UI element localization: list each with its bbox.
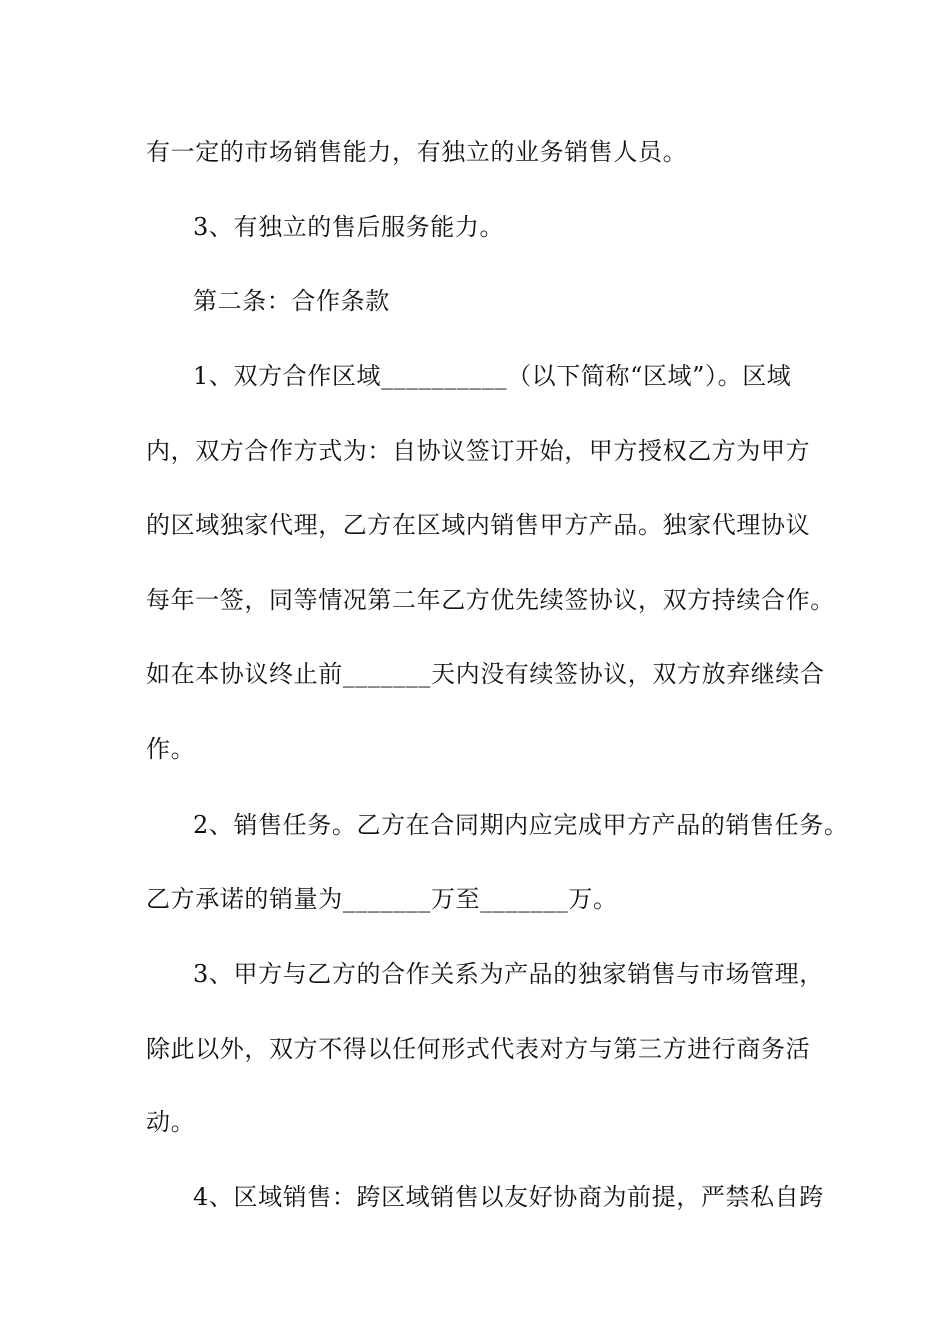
section-heading: 第二条：合作条款 [193,287,390,315]
clause-item-3b: 3、甲方与乙方的合作关系为产品的独家销售与市场管理， [193,960,824,988]
text-line: 内，双方合作方式为：自协议签订开始，甲方授权乙方为甲方 [146,437,811,465]
text-line: 每年一签，同等情况第二年乙方优先续签协议，双方持续合作。 [146,586,835,614]
text-line: 的区域独家代理，乙方在区域内销售甲方产品。独家代理协议 [146,511,811,539]
clause-item-4: 4、区域销售：跨区域销售以友好协商为前提，严禁私自跨 [193,1183,824,1211]
text-line: 除此以外，双方不得以任何形式代表对方与第三方进行商务活 [146,1035,811,1063]
clause-item-1: 1、双方合作区域__________（以下简称“区域”）。区域 [193,362,792,390]
clause-item-2: 2、销售任务。乙方在合同期内应完成甲方产品的销售任务。 [193,811,849,839]
text-line: 如在本协议终止前_______天内没有续签协议，双方放弃继续合 [146,660,825,688]
clause-item-3: 3、有独立的售后服务能力。 [193,213,505,241]
text-line: 作。 [146,735,196,763]
text-line: 动。 [146,1108,196,1136]
text-line: 乙方承诺的销量为_______万至_______万。 [146,885,618,913]
text-line: 有一定的市场销售能力，有独立的业务销售人员。 [146,138,688,166]
